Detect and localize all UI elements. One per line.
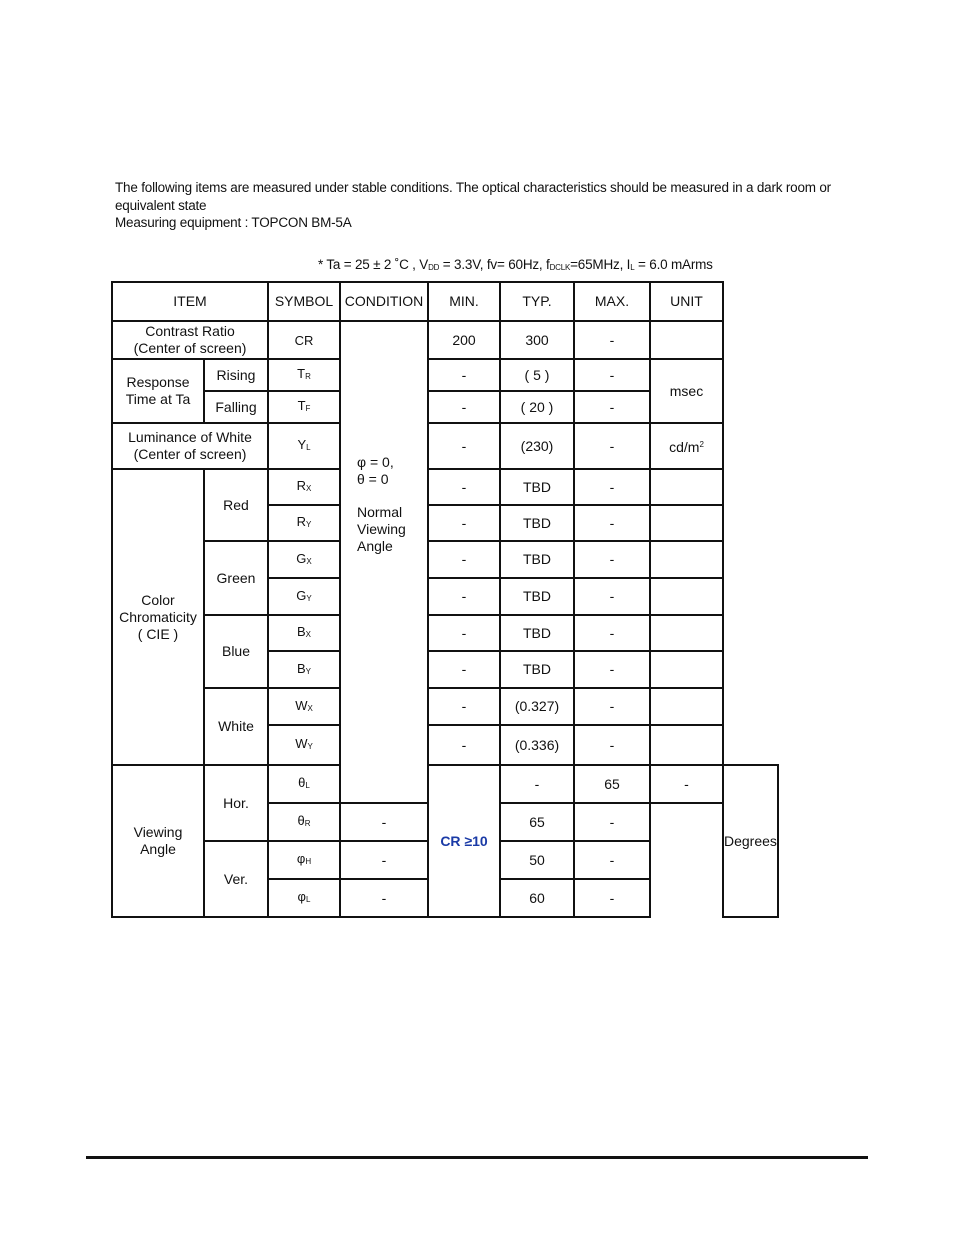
- typ-tf: ( 20 ): [500, 391, 574, 423]
- unit-bx: [650, 615, 723, 651]
- max-theta-r: -: [574, 803, 650, 841]
- cond-fdclk-sub: DCLK: [549, 263, 571, 272]
- header-min: MIN.: [428, 282, 500, 321]
- sym-phi-l-sub: L: [305, 895, 311, 904]
- sym-bx: [268, 615, 340, 651]
- label-falling: Falling: [204, 391, 268, 423]
- typ-gx: TBD: [500, 541, 574, 578]
- group-green: Green: [204, 541, 268, 615]
- sym-bx-main: B: [296, 624, 306, 639]
- min-theta-r: -: [340, 803, 428, 841]
- condition-cr: CR ≥10: [428, 765, 500, 917]
- item-color: Color Chromaticity ( CIE ): [112, 469, 204, 765]
- group-blue: Blue: [204, 615, 268, 688]
- min-tf: -: [428, 391, 500, 423]
- typ-wy: (0.336): [500, 725, 574, 765]
- max-wy: -: [574, 725, 650, 765]
- typ-bx: TBD: [500, 615, 574, 651]
- sym-phi-h-sub: H: [305, 857, 312, 866]
- sym-tr-main: T: [297, 366, 306, 381]
- min-tr: -: [428, 359, 500, 391]
- condition-normal: [340, 321, 428, 803]
- cond-vdd-sub: DD: [428, 263, 440, 272]
- group-white: White: [204, 688, 268, 765]
- min-phi-l: -: [340, 879, 428, 917]
- min-yl: -: [428, 423, 500, 469]
- min-rx: -: [428, 469, 500, 505]
- sym-phi-h-main: φ: [296, 851, 306, 866]
- max-wx: -: [574, 688, 650, 725]
- sym-phi-l-main: φ: [297, 889, 306, 904]
- row-rising: [112, 359, 778, 391]
- unit-wy: [650, 725, 723, 765]
- max-yl: -: [574, 423, 650, 469]
- cond-phi: φ = 0,: [357, 454, 394, 470]
- unit-yl: [650, 423, 723, 469]
- sym-by: [268, 651, 340, 688]
- typ-theta-l: 65: [574, 765, 650, 803]
- header-symbol: SYMBOL: [268, 282, 340, 321]
- max-theta-l: -: [650, 765, 723, 803]
- min-bx: -: [428, 615, 500, 651]
- sym-tr: [268, 359, 340, 391]
- min-wx: -: [428, 688, 500, 725]
- header-item: ITEM: [112, 282, 268, 321]
- cond-fdclk: =65MHz, I: [570, 257, 631, 272]
- measurement-conditions: [318, 257, 713, 272]
- cond-theta: θ = 0: [357, 471, 389, 487]
- sym-gx-main: G: [296, 550, 307, 566]
- min-gx: -: [428, 541, 500, 578]
- item-response: Response Time at Ta: [112, 359, 204, 423]
- max-by: -: [574, 651, 650, 688]
- unit-ry: [650, 505, 723, 541]
- sym-gx-sub: X: [306, 556, 312, 566]
- row-bx: [112, 615, 778, 651]
- sym-wy-main: W: [295, 736, 308, 751]
- header-typ: TYP.: [500, 282, 574, 321]
- optical-spec-table: [111, 281, 779, 918]
- footer-rule: [86, 1156, 868, 1159]
- row-gx: [112, 541, 778, 578]
- sym-phi-l: [268, 879, 340, 917]
- typ-theta-r: 65: [500, 803, 574, 841]
- sym-gx: [268, 541, 340, 578]
- sym-rx-sub: X: [306, 484, 312, 493]
- max-cr: -: [574, 321, 650, 359]
- min-by: -: [428, 651, 500, 688]
- cond-vdd: = 3.3V, fv= 60Hz, f: [439, 257, 550, 272]
- typ-cr: 300: [500, 321, 574, 359]
- sym-yl: [268, 423, 340, 469]
- intro-text: [115, 179, 845, 232]
- row-contrast: [112, 321, 778, 359]
- typ-yl: (230): [500, 423, 574, 469]
- min-theta-l: -: [500, 765, 574, 803]
- unit-yl-main: cd/m: [669, 439, 700, 455]
- typ-rx: TBD: [500, 469, 574, 505]
- max-gx: -: [574, 541, 650, 578]
- sym-theta-r: [268, 803, 340, 841]
- typ-phi-h: 50: [500, 841, 574, 879]
- sym-by-main: B: [296, 660, 306, 676]
- header-condition: CONDITION: [340, 282, 428, 321]
- sym-wx-sub: X: [307, 703, 313, 713]
- min-wy: -: [428, 725, 500, 765]
- max-phi-h: -: [574, 841, 650, 879]
- sym-theta-l: [268, 765, 340, 803]
- label-rising: Rising: [204, 359, 268, 391]
- item-contrast: Contrast Ratio (Center of screen): [112, 321, 268, 359]
- sym-cr: CR: [268, 321, 340, 359]
- unit-by: [650, 651, 723, 688]
- header-max: MAX.: [574, 282, 650, 321]
- sym-theta-r-sub: R: [304, 819, 311, 828]
- item-luminance: Luminance of White (Center of screen): [112, 423, 268, 469]
- sym-rx: [268, 469, 340, 505]
- typ-gy: TBD: [500, 578, 574, 615]
- min-ry: -: [428, 505, 500, 541]
- sym-theta-l-sub: L: [305, 781, 310, 790]
- sym-gy-main: G: [296, 587, 307, 603]
- measuring-equipment: Measuring equipment : TOPCON BM-5A: [115, 215, 352, 230]
- sym-gy-sub: Y: [306, 593, 312, 603]
- unit-rx: [650, 469, 723, 505]
- max-ry: -: [574, 505, 650, 541]
- typ-tr: ( 5 ): [500, 359, 574, 391]
- max-tf: -: [574, 391, 650, 423]
- sym-ry-sub: Y: [306, 520, 312, 529]
- sym-wx: [268, 688, 340, 725]
- sym-tf-sub: F: [305, 404, 311, 413]
- unit-cr: [650, 321, 723, 359]
- sym-yl-sub: L: [306, 443, 311, 452]
- row-wx: [112, 688, 778, 725]
- group-red: Red: [204, 469, 268, 541]
- intro-paragraph: The following items are measured under stable conditions. The optical characteristics should be measured in a dark room or equivalent state: [115, 180, 831, 213]
- typ-phi-l: 60: [500, 879, 574, 917]
- sym-tf: [268, 391, 340, 423]
- sym-theta-r-main: θ: [297, 813, 305, 828]
- max-gy: -: [574, 578, 650, 615]
- sym-rx-main: R: [296, 478, 307, 493]
- header-unit: UNIT: [650, 282, 723, 321]
- max-rx: -: [574, 469, 650, 505]
- row-theta-l: [112, 765, 778, 803]
- unit-wx: [650, 688, 723, 725]
- typ-wx: (0.327): [500, 688, 574, 725]
- unit-gx: [650, 541, 723, 578]
- sym-by-sub: Y: [305, 666, 311, 676]
- sym-tf-main: T: [297, 398, 306, 413]
- sym-theta-l-main: θ: [298, 775, 306, 790]
- group-ver: Ver.: [204, 841, 268, 917]
- min-cr: 200: [428, 321, 500, 359]
- header-row: [112, 282, 778, 321]
- group-hor: Hor.: [204, 765, 268, 841]
- max-bx: -: [574, 615, 650, 651]
- sym-ry-main: R: [296, 514, 307, 529]
- sym-phi-h: [268, 841, 340, 879]
- unit-gy: [650, 578, 723, 615]
- cond-il-sub: L: [630, 263, 635, 272]
- typ-by: TBD: [500, 651, 574, 688]
- sym-wy: [268, 725, 340, 765]
- cond-il: = 6.0 mArms: [634, 257, 713, 272]
- item-viewing: Viewing Angle: [112, 765, 204, 917]
- sym-wy-sub: Y: [307, 742, 313, 751]
- row-luminance: [112, 423, 778, 469]
- typ-ry: TBD: [500, 505, 574, 541]
- row-rx: [112, 469, 778, 505]
- sym-tr-sub: R: [305, 372, 311, 381]
- min-gy: -: [428, 578, 500, 615]
- min-phi-h: -: [340, 841, 428, 879]
- sym-yl-main: Y: [297, 437, 307, 452]
- unit-degrees: Degrees: [723, 765, 778, 917]
- sym-wx-main: W: [295, 697, 308, 713]
- cond-ta: * Ta = 25 ± 2 ˚C , V: [318, 257, 429, 272]
- cond-normal-label: Normal Viewing Angle: [357, 504, 406, 554]
- max-phi-l: -: [574, 879, 650, 917]
- unit-yl-sup: 2: [699, 440, 704, 449]
- sym-ry: [268, 505, 340, 541]
- unit-response: msec: [650, 359, 723, 423]
- max-tr: -: [574, 359, 650, 391]
- sym-gy: [268, 578, 340, 615]
- sym-bx-sub: X: [305, 630, 311, 639]
